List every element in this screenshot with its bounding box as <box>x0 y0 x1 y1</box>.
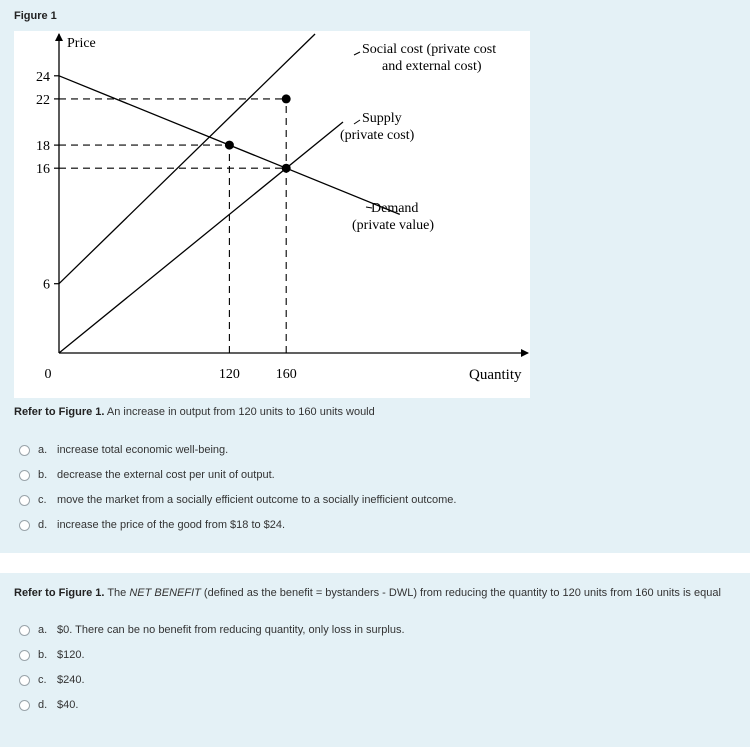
figure-label: Figure 1 <box>14 10 57 22</box>
supply-label-line2: (private cost) <box>340 128 415 143</box>
radio-button[interactable] <box>19 625 30 636</box>
question-2-stem <box>14 587 721 599</box>
question-2-card <box>0 573 750 747</box>
y-tick-label: 24 <box>36 69 50 85</box>
question-1-stem <box>14 406 375 418</box>
option-letter: c. <box>38 674 47 686</box>
supply-demand-chart <box>14 31 530 398</box>
radio-button[interactable] <box>19 675 30 686</box>
y-tick-label: 22 <box>36 92 50 108</box>
question-1-ref: Refer to Figure 1. <box>14 406 105 418</box>
radio-button[interactable] <box>19 650 30 661</box>
question-2-ref: Refer to Figure 1. <box>14 587 105 599</box>
radio-button[interactable] <box>19 445 30 456</box>
series-line-social-cost <box>59 34 315 284</box>
option-text: increase total economic well-being. <box>57 444 229 456</box>
demand-label-line2: (private value) <box>352 218 435 233</box>
option-text: $120. <box>57 649 85 661</box>
supply-label-leader <box>354 120 360 124</box>
option-letter: a. <box>38 624 48 636</box>
social-cost-label-line1: Social cost (private cost <box>362 42 497 57</box>
option-letter: a. <box>38 444 48 456</box>
point-market-equilibrium <box>282 164 291 173</box>
point-social-cost-at-160 <box>282 94 291 103</box>
social-cost-label-leader <box>354 52 360 55</box>
option-text: $40. <box>57 699 79 711</box>
y-tick-label: 16 <box>36 162 50 178</box>
chart-panel <box>14 31 530 398</box>
option-letter: b. <box>38 649 48 661</box>
option-letter: d. <box>38 519 48 531</box>
radio-button[interactable] <box>19 700 30 711</box>
option-text: decrease the external cost per unit of output. <box>57 469 275 481</box>
y-axis-label: Price <box>67 36 96 51</box>
option-text: $0. There can be no benefit from reducing quantity, only loss in surplus. <box>57 624 405 636</box>
radio-button[interactable] <box>19 520 30 531</box>
social-cost-label-line2: and external cost) <box>382 59 482 74</box>
series-line-supply <box>59 122 343 353</box>
question-2-pre: The <box>104 587 130 599</box>
question-2-post: (defined as the benefit = bystanders - DWL) from reducing the quantity to 120 units from 160 units is equal <box>200 587 721 599</box>
option-text: move the market from a socially efficient outcome to a socially inefficient outcome. <box>57 494 457 506</box>
radio-button[interactable] <box>19 495 30 506</box>
question-1-text: An increase in output from 120 units to 160 units would <box>104 406 375 418</box>
x-axis-label: Quantity <box>469 367 522 383</box>
option-letter: b. <box>38 469 48 481</box>
x-tick-label: 160 <box>275 367 297 382</box>
question-2-emphasis: NET BENEFIT <box>129 587 201 599</box>
option-text: $240. <box>57 674 85 686</box>
x-tick-label: 120 <box>218 367 240 382</box>
option-letter: c. <box>38 494 47 506</box>
point-social-optimum <box>225 141 234 150</box>
option-text: increase the price of the good from $18 to $24. <box>57 519 286 531</box>
x-tick-label: 0 <box>44 367 52 382</box>
y-tick-label: 6 <box>43 277 50 293</box>
radio-button[interactable] <box>19 470 30 481</box>
supply-label-line1: Supply <box>362 111 402 126</box>
y-tick-label: 18 <box>36 139 50 155</box>
demand-label-line1: Demand <box>371 201 419 216</box>
option-letter: d. <box>38 699 48 711</box>
